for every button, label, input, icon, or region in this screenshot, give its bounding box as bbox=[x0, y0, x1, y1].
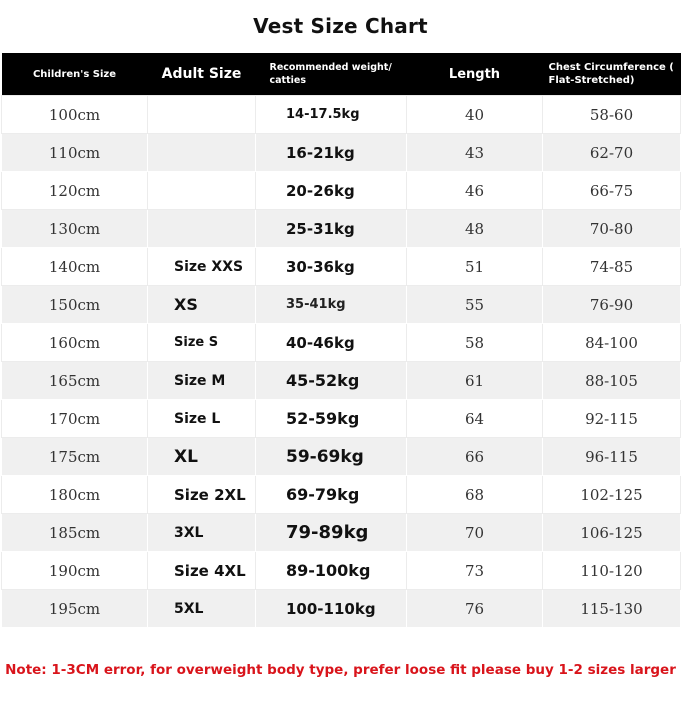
cell-length: 73 bbox=[407, 552, 543, 590]
table-row bbox=[2, 514, 681, 552]
table-row bbox=[2, 400, 681, 438]
size-chart-table bbox=[1, 53, 681, 628]
cell-adult-size bbox=[148, 210, 256, 248]
cell-chest: 76-90 bbox=[543, 286, 681, 324]
cell-childrens-size: 180cm bbox=[2, 476, 148, 514]
cell-chest: 106-125 bbox=[543, 514, 681, 552]
cell-childrens-size: 170cm bbox=[2, 400, 148, 438]
cell-length: 48 bbox=[407, 210, 543, 248]
table-row bbox=[2, 172, 681, 210]
cell-adult-size: Size S bbox=[148, 324, 256, 362]
cell-adult-size: Size M bbox=[148, 362, 256, 400]
cell-adult-size: Size L bbox=[148, 400, 256, 438]
cell-chest: 92-115 bbox=[543, 400, 681, 438]
cell-adult-size bbox=[148, 172, 256, 210]
cell-adult-size: XS bbox=[148, 286, 256, 324]
table-row bbox=[2, 248, 681, 286]
table-row bbox=[2, 590, 681, 628]
cell-chest: 66-75 bbox=[543, 172, 681, 210]
cell-adult-size: XL bbox=[148, 438, 256, 476]
cell-length: 76 bbox=[407, 590, 543, 628]
table-row bbox=[2, 476, 681, 514]
cell-length: 58 bbox=[407, 324, 543, 362]
cell-length: 68 bbox=[407, 476, 543, 514]
cell-weight: 16-21kg bbox=[256, 134, 407, 172]
cell-weight: 69-79kg bbox=[256, 476, 407, 514]
cell-chest: 115-130 bbox=[543, 590, 681, 628]
cell-weight: 40-46kg bbox=[256, 324, 407, 362]
cell-childrens-size: 160cm bbox=[2, 324, 148, 362]
cell-childrens-size: 140cm bbox=[2, 248, 148, 286]
table-row bbox=[2, 286, 681, 324]
cell-length: 66 bbox=[407, 438, 543, 476]
table-header-row bbox=[2, 53, 681, 96]
cell-childrens-size: 110cm bbox=[2, 134, 148, 172]
cell-length: 70 bbox=[407, 514, 543, 552]
cell-childrens-size: 130cm bbox=[2, 210, 148, 248]
cell-chest: 74-85 bbox=[543, 248, 681, 286]
cell-childrens-size: 165cm bbox=[2, 362, 148, 400]
cell-adult-size bbox=[148, 96, 256, 134]
cell-weight: 25-31kg bbox=[256, 210, 407, 248]
cell-weight: 100-110kg bbox=[256, 590, 407, 628]
cell-weight: 14-17.5kg bbox=[256, 96, 407, 134]
table-row bbox=[2, 134, 681, 172]
cell-adult-size: Size 4XL bbox=[148, 552, 256, 590]
cell-weight: 79-89kg bbox=[256, 514, 407, 552]
table-row bbox=[2, 362, 681, 400]
table-row bbox=[2, 324, 681, 362]
cell-length: 61 bbox=[407, 362, 543, 400]
column-header-length: Length bbox=[407, 53, 543, 96]
cell-weight: 89-100kg bbox=[256, 552, 407, 590]
cell-chest: 88-105 bbox=[543, 362, 681, 400]
cell-chest: 62-70 bbox=[543, 134, 681, 172]
cell-weight: 59-69kg bbox=[256, 438, 407, 476]
cell-childrens-size: 100cm bbox=[2, 96, 148, 134]
table-row bbox=[2, 96, 681, 134]
cell-childrens-size: 195cm bbox=[2, 590, 148, 628]
cell-childrens-size: 190cm bbox=[2, 552, 148, 590]
sizing-note: Note: 1-3CM error, for overweight body type, prefer loose fit please buy 1-2 sizes larger bbox=[5, 662, 676, 678]
cell-chest: 84-100 bbox=[543, 324, 681, 362]
cell-chest: 96-115 bbox=[543, 438, 681, 476]
cell-adult-size bbox=[148, 134, 256, 172]
cell-length: 55 bbox=[407, 286, 543, 324]
cell-adult-size: Size 2XL bbox=[148, 476, 256, 514]
cell-childrens-size: 185cm bbox=[2, 514, 148, 552]
cell-childrens-size: 150cm bbox=[2, 286, 148, 324]
cell-adult-size: 3XL bbox=[148, 514, 256, 552]
page-title: Vest Size Chart bbox=[253, 14, 428, 38]
table-body bbox=[2, 96, 681, 628]
cell-length: 43 bbox=[407, 134, 543, 172]
table-row bbox=[2, 438, 681, 476]
cell-chest: 110-120 bbox=[543, 552, 681, 590]
cell-weight: 30-36kg bbox=[256, 248, 407, 286]
cell-weight: 20-26kg bbox=[256, 172, 407, 210]
column-header-adult-size: Adult Size bbox=[148, 53, 256, 96]
cell-length: 64 bbox=[407, 400, 543, 438]
cell-chest: 102-125 bbox=[543, 476, 681, 514]
cell-childrens-size: 120cm bbox=[2, 172, 148, 210]
cell-chest: 58-60 bbox=[543, 96, 681, 134]
cell-weight: 35-41kg bbox=[256, 286, 407, 324]
cell-adult-size: 5XL bbox=[148, 590, 256, 628]
cell-weight: 45-52kg bbox=[256, 362, 407, 400]
cell-childrens-size: 175cm bbox=[2, 438, 148, 476]
cell-length: 40 bbox=[407, 96, 543, 134]
cell-adult-size: Size XXS bbox=[148, 248, 256, 286]
column-header-childrens-size: Children's Size bbox=[2, 53, 148, 96]
column-header-chest: Chest Circumference ( Flat-Stretched) bbox=[543, 53, 681, 96]
cell-length: 51 bbox=[407, 248, 543, 286]
table-row bbox=[2, 210, 681, 248]
table-row bbox=[2, 552, 681, 590]
column-header-weight: Recommended weight/ catties bbox=[256, 53, 407, 96]
cell-weight: 52-59kg bbox=[256, 400, 407, 438]
cell-length: 46 bbox=[407, 172, 543, 210]
cell-chest: 70-80 bbox=[543, 210, 681, 248]
